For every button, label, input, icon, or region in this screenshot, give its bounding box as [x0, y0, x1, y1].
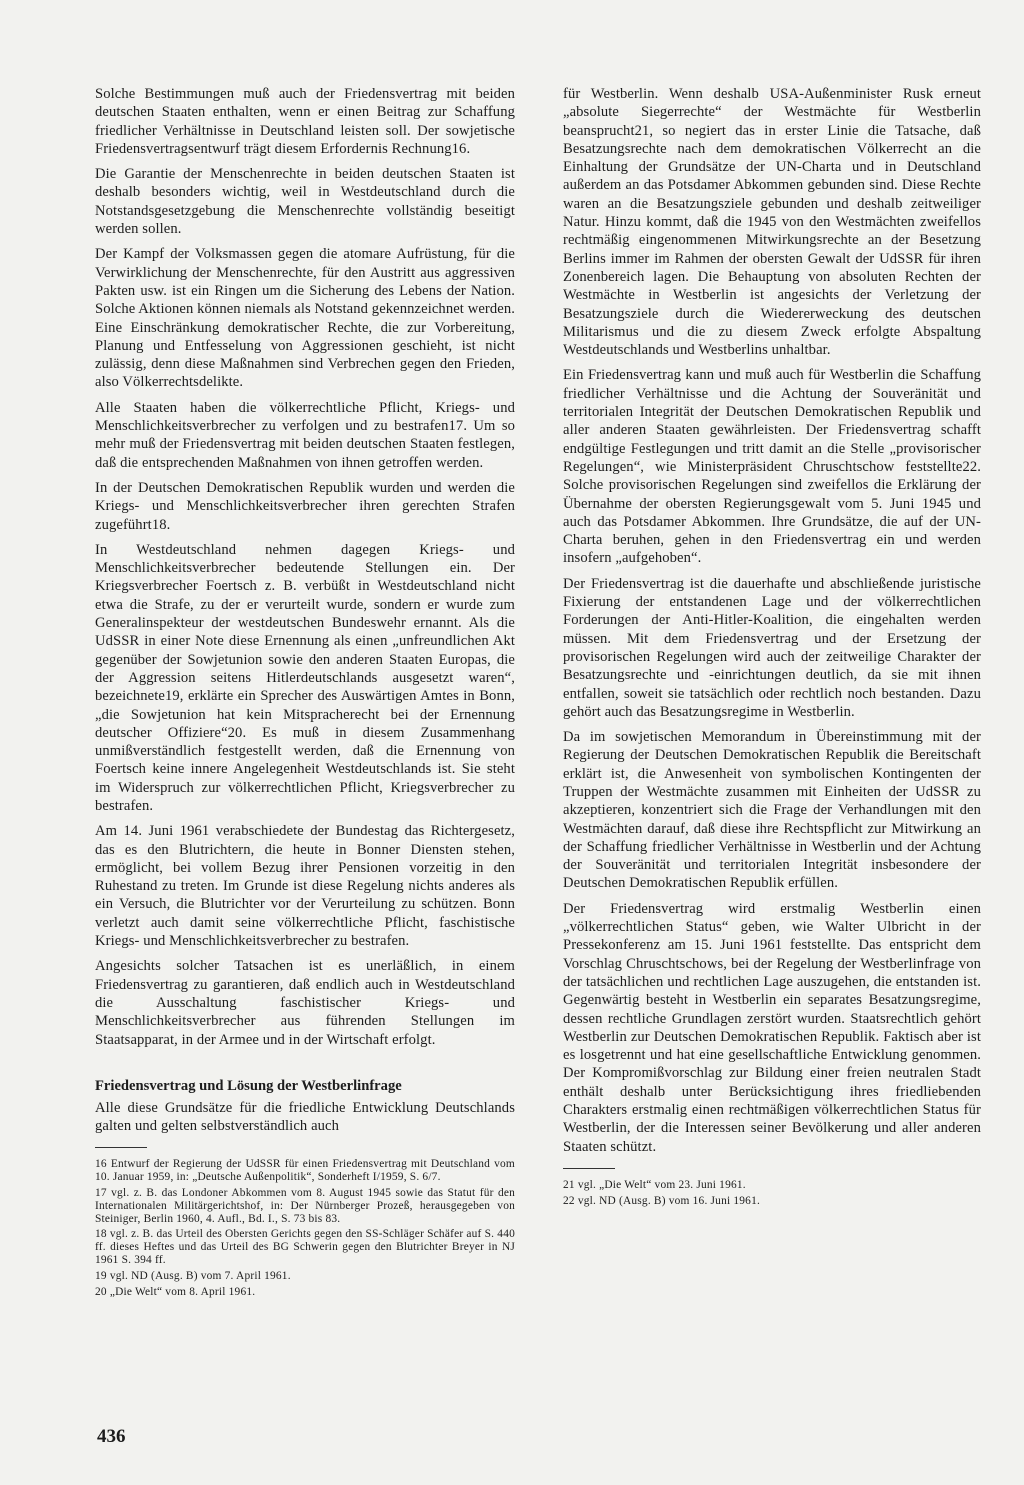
right-column — [563, 85, 981, 1211]
paragraph: für Westberlin. Wenn deshalb USA-Außenminister Rusk erneut „absolute Siegerrechte“ der Westmächte für Westberlin beansprucht21, so negiert das in erster Linie die Tatsache, daß Besatzungsrechte nach dem demokratischen Völkerrecht an die Einhaltung der Grundsätze der UN-Charta und in Deutschland außerdem an das Potsdamer Abkommen gebunden sind. Diese Rechte waren an die Besatzungsziele gebunden und deshalb zeitweiliger Natur. Hinzu kommt, daß die 1945 von den Westmächten zweifellos rechtmäßig eingenommenen Mitwirkungsrechte an der Besetzung Berlins immer im Rahmen der obersten Gewalt der UdSSR für ihren Zonenbereich lagen. Die Behauptung von absoluten Rechten der Westmächte in Westberlin ist angesichts der Verletzung der Besatzungsziele durch die Wiedererweckung des deutschen Militarismus und die zu diesem Zweck erfolgte Abspaltung Westdeutschlands und Westberlins unhaltbar. — [563, 86, 981, 359]
paragraph: Ein Friedensvertrag kann und muß auch für Westberlin die Schaffung friedlicher Verhältnisse und die Achtung der Souveränität und territorialen Integrität der Deutschen Demokratischen Republik und aller anderen Staaten gewährleisten. Der Friedensvertrag schafft endgültige Festlegungen und tritt damit an die Stelle „provisorischer Regelungen“, wie Ministerpräsident Chruschtschow feststellte22. Solche provisorischen Regelungen sind zweifellos die Erklärung der Übernahme der obersten Regierungsgewalt vom 5. Juni 1945 und auch das Potsdamer Abkommen. Ihre Grundsätze, die auf der UN-Charta beruhen, gehen in den Friedensvertrag ein und werden insofern „aufgehoben“. — [563, 367, 981, 567]
paragraph: Der Kampf der Volksmassen gegen die atomare Aufrüstung, für die Verwirklichung der Menschenrechte, für den Austritt aus aggressiven Pakten usw. ist ein Ringen um die Sicherung des Lebens der Nation. Solche Aktionen können niemals als Notstand gekennzeichnet werden. Eine Einschränkung demokratischer Rechte, die zur Vorbereitung, Planung und Entfesselung von Aggressionen geschieht, ist nicht zulässig, denn diese Maßnahmen sind Verbrechen gegen den Frieden, also Völkerrechtsdelikte. — [95, 246, 515, 391]
footnote: 21 vgl. „Die Welt“ vom 23. Juni 1961. — [563, 1178, 746, 1191]
paragraph: Da im sowjetischen Memorandum in Übereinstimmung mit der Regierung der Deutschen Demokratischen Republik die Bereitschaft erklärt ist, die Anwesenheit von symbolischen Kontingenten der Truppen der Westmächte zusammen mit Einheiten der UdSSR zu akzeptieren, konzentriert sich die Frage der Verhandlungen mit den Westmächten darauf, daß diese ihre Rechtspflicht zur Mitwirkung an der Schaffung friedlicher Verhältnisse in Westberlin und der Achtung der Souveränität und territorialen Integrität insbesondere der Deutschen Demokratischen Republik erfüllen. — [563, 729, 981, 892]
paragraph: In der Deutschen Demokratischen Republik wurden und werden die Kriegs- und Menschlichkeitsverbrecher ihren gerechten Strafen zugeführt18. — [95, 479, 515, 533]
paragraph: Angesichts solcher Tatsachen ist es unerläßlich, in einem Friedensvertrag zu garantieren, daß endlich auch in Westdeutschland die Ausschaltung faschistischer Kriegs- und Menschlichkeitsverbrecher aus führenden Stellungen im Staatsapparat, in der Armee und in der Wirtschaft erfolgt. — [95, 958, 515, 1048]
paragraph: Die Garantie der Menschenrechte in beiden deutschen Staaten ist deshalb besonders wichtig, weil in Westdeutschland durch die Notstandsgesetzgebung die Menschenrechte vollständig beseitigt werden sollen. — [95, 166, 515, 238]
page-number: 436 — [97, 1426, 126, 1447]
paragraph: Der Friedensvertrag wird erstmalig Westberlin einen „völkerrechtlichen Status“ geben, wie Walter Ulbricht in der Pressekonferenz am 15. Juni 1961 feststellte. Das entspricht dem Vorschlag Chruschtschows, bei der Regelung der Westberlinfrage von der tatsächlichen und rechtlichen Lage auszugehen, die entstanden ist. Gegenwärtig besteht in Westberlin ein separates Besatzungsregime, dessen rechtliche Grundlagen zerstört wurden. Staatsrechtlich gehört Westberlin zur Deutschen Demokratischen Republik. Faktisch aber ist es losgetrennt und hat eine gesellschaftliche Entwicklung genommen. Der Kompromißvorschlag zur Bildung einer freien neutralen Stadt enthält deshalb unter Berücksichtigung ihres friedliebenden Charakters erstmalig einen rechtmäßigen völkerrechtlichen Status für Westberlin, der die Interessen seiner Bevölkerung und aller anderen Staaten schützt. — [563, 900, 981, 1155]
footnote-divider — [95, 1147, 147, 1148]
paragraph: Alle diese Grundsätze für die friedliche Entwicklung Deutschlands galten und gelten selbstverständlich auch — [95, 1099, 515, 1135]
paragraph: Solche Bestimmungen muß auch der Friedensvertrag mit beiden deutschen Staaten enthalten, wenn er einen Beitrag zur Schaffung friedlicher Verhältnisse in Deutschland leisten soll. Der sowjetische Friedensvertragsentwurf trägt diesem Erfordernis Rechnung16. — [95, 86, 515, 157]
footnote: 20 „Die Welt“ vom 8. April 1961. — [95, 1285, 256, 1298]
footnote: 17 vgl. z. B. das Londoner Abkommen vom 8. August 1945 sowie das Statut für den Internationalen Militärgerichtshof, in: Der Nürnberger Prozeß, herausgegeben von Steiniger, Berlin 1960, 4. Aufl., Bd. I., S. 73 bis 83. — [95, 1187, 515, 1225]
footnote: 18 vgl. z. B. das Urteil des Obersten Gerichts gegen den SS-Schläger Schäfer auf S. 440 ff. dieses Heftes und das Urteil des BG Schwerin gegen den Blutrichter Breyer in NJ 1961 S. 394 ff. — [95, 1228, 515, 1267]
section-heading: Friedensvertrag und Lösung der Westberlinfrage — [95, 1077, 402, 1094]
footnote: 16 Entwurf der Regierung der UdSSR für einen Friedensvertrag mit Deutschland vom 10. Januar 1959, in: „Deutsche Außenpolitik“, Sonderheft I/1959, S. 6/7. — [95, 1158, 515, 1184]
footnote: 22 vgl. ND (Ausg. B) vom 16. Juni 1961. — [563, 1194, 761, 1207]
paragraph: Der Friedensvertrag ist die dauerhafte und abschließende juristische Fixierung der entstandenen Lage und der völkerrechtlichen Forderungen der Anti-Hitler-Koalition, die eingehalten werden müssen. Mit dem Friedensvertrag und der Ersetzung der provisorischen Regelungen wird auch der zeitweilige Charakter der Besatzungsrechte und -einrichtungen deutlich, da sie mit ihnen entfallen, soweit sie tatsächlich oder rechtlich noch bestanden. Dazu gehört auch das Besatzungsregime in Westberlin. — [563, 575, 981, 720]
footnote: 19 vgl. ND (Ausg. B) vom 7. April 1961. — [95, 1269, 291, 1282]
left-column — [95, 85, 515, 1301]
footnote-divider — [563, 1168, 615, 1169]
paragraph: Am 14. Juni 1961 verabschiedete der Bundestag das Richtergesetz, das es den Blutrichtern, die heute in Bonner Diensten stehen, ermöglicht, bei vollem Bezug ihrer Pensionen vorzeitig in den Ruhestand zu treten. Im Grunde ist diese Regelung nichts anderes als ein Versuch, die Blutrichter vor der Verurteilung zu schützen. Bonn verletzt auch damit seine völkerrechtliche Pflicht, faschistische Kriegs- und Menschlichkeitsverbrecher zu bestrafen. — [95, 823, 515, 950]
paragraph: In Westdeutschland nehmen dagegen Kriegs- und Menschlichkeitsverbrecher bedeutende Stellungen ein. Der Kriegsverbrecher Foertsch z. B. verbüßt in Westdeutschland nicht etwa die Strafe, zu der er verurteilt wurde, sondern er wurde zum Generalinspekteur der westdeutschen Bundeswehr ernannt. Als die UdSSR in einer Note diese Ernennung als einen „unfreundlichen Akt gegenüber der Sowjetunion sowie den anderen Staaten Europas, die der Aggression seitens Hitlerdeutschlands ausgesetzt waren“, bezeichnete19, erklärte ein Sprecher des Auswärtigen Amtes in Bonn, „die Sowjetunion hat kein Mitspracherecht bei der Ernennung deutscher Offiziere“20. Es muß in diesem Zusammenhang unmißverständlich festgestellt werden, daß die Ernennung von Foertsch keine innere Angelegenheit Westdeutschlands ist. Sie steht im Widerspruch zur völkerrechtlichen Pflicht, Kriegsverbrecher zu bestrafen. — [95, 541, 515, 814]
paragraph: Alle Staaten haben die völkerrechtliche Pflicht, Kriegs- und Menschlichkeitsverbrecher zu verfolgen und zu bestrafen17. Um so mehr muß der Friedensvertrag mit beiden deutschen Staaten festlegen, daß die entsprechenden Maßnahmen von ihnen getroffen werden. — [95, 399, 515, 471]
